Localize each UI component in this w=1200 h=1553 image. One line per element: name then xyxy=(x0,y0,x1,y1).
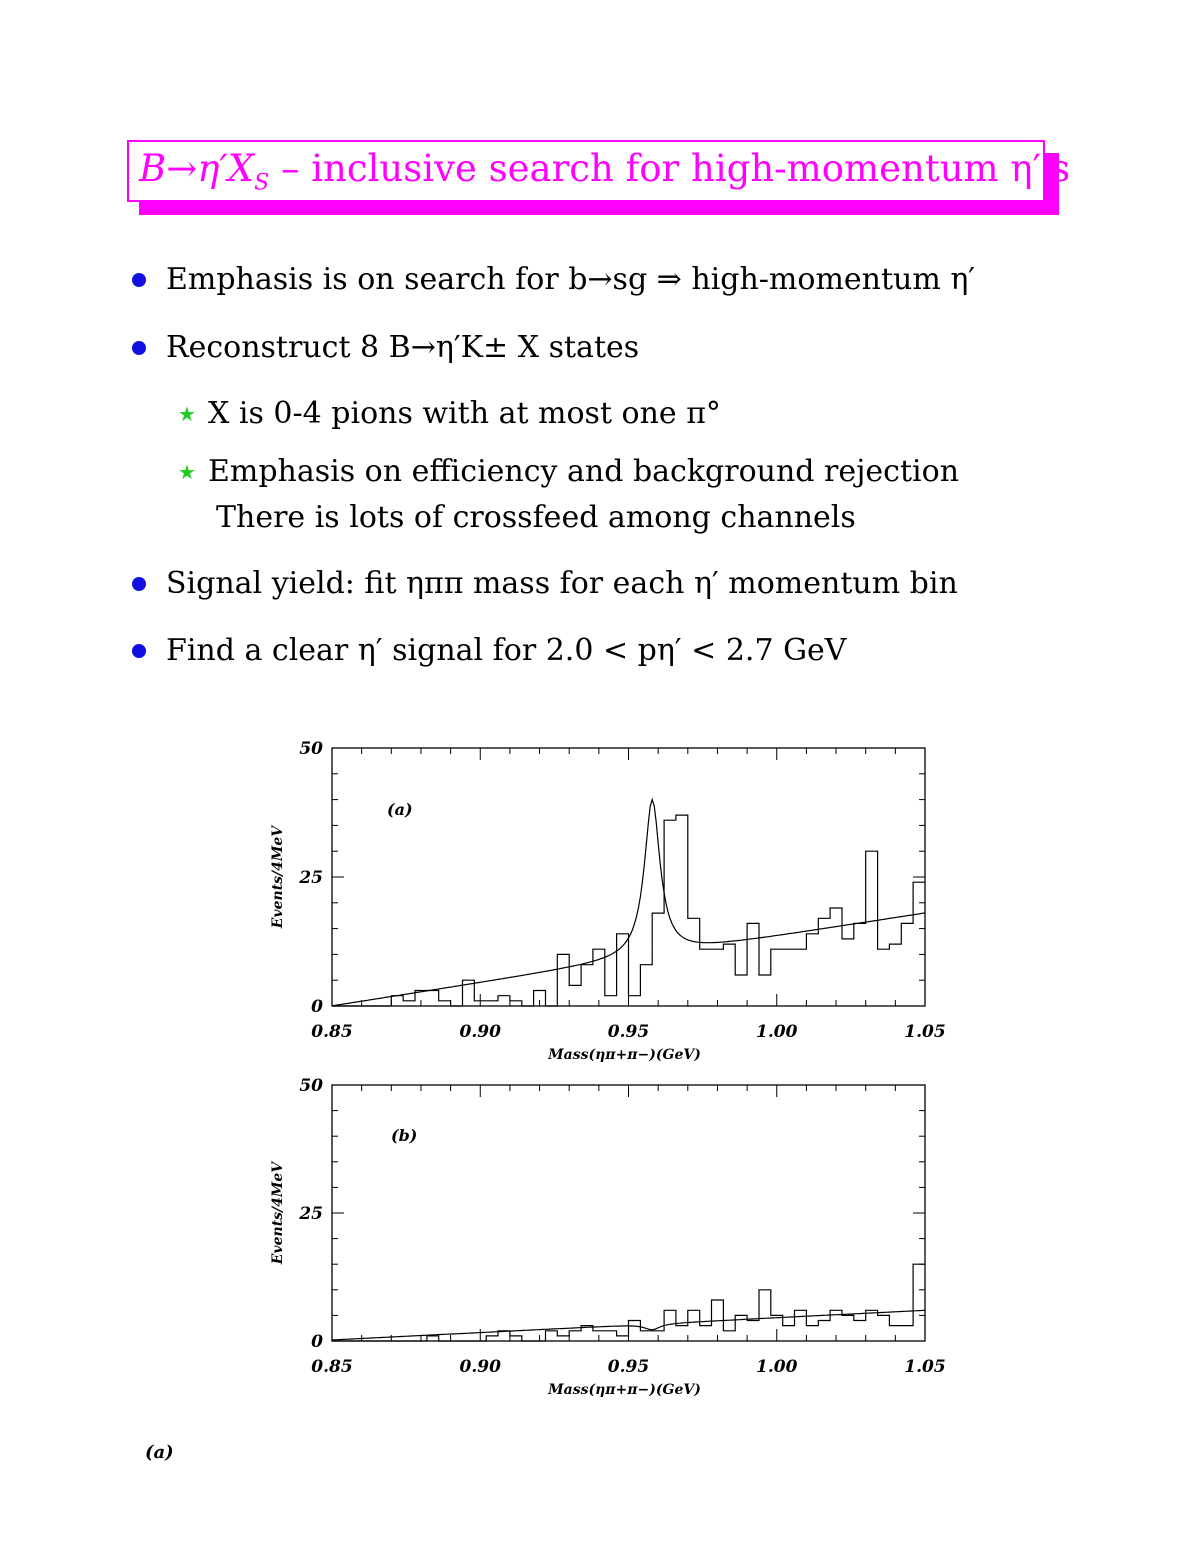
x-axis-label: Mass(ηπ+π−)(GeV) xyxy=(548,1047,701,1063)
sub-bullet-text: Emphasis on efficiency and background rejection xyxy=(208,454,960,489)
x-tick-label: 1.05 xyxy=(904,1022,946,1042)
bullet-text: Reconstruct 8 B→η′K± X states xyxy=(166,330,640,365)
title-subscript: S xyxy=(254,170,270,196)
bullet-text: Signal yield: fit ηππ mass for each η′ momentum bin xyxy=(166,566,958,601)
figure-panel-label: (a) xyxy=(145,1442,174,1463)
title-part2: – inclusive search for high-momentum η′'s xyxy=(269,146,1071,190)
x-tick-label: 0.85 xyxy=(311,1022,353,1042)
title-part1: B→η′X xyxy=(139,146,255,190)
x-tick-label: 0.85 xyxy=(311,1357,353,1377)
y-tick-label: 50 xyxy=(299,1076,323,1096)
panel-label: (b) xyxy=(391,1126,418,1145)
y-axis-label: Events/4MeV xyxy=(270,825,286,929)
x-tick-label: 0.90 xyxy=(459,1022,501,1042)
chart-panel-b xyxy=(270,1076,946,1398)
x-tick-label: 1.00 xyxy=(756,1357,798,1377)
plot-frame xyxy=(332,1085,925,1341)
x-tick-label: 0.95 xyxy=(607,1357,650,1377)
bullet-text: Find a clear η′ signal for 2.0 < pη′ < 2.7 GeV xyxy=(166,633,847,668)
chart-panel-a xyxy=(270,739,946,1063)
y-axis-label: Events/4MeV xyxy=(270,1161,286,1265)
x-axis-label: Mass(ηπ+π−)(GeV) xyxy=(548,1382,701,1398)
sub-bullet-text: There is lots of crossfeed among channels xyxy=(216,500,856,535)
bullet-text: Emphasis is on search for b→sg ⇒ high-momentum η′ xyxy=(166,262,976,297)
histogram-series xyxy=(332,1264,925,1341)
y-tick-label: 0 xyxy=(311,1332,323,1352)
x-tick-label: 0.90 xyxy=(459,1357,501,1377)
star-icon: ★ xyxy=(178,401,196,426)
x-tick-label: 0.95 xyxy=(607,1022,650,1042)
y-tick-label: 25 xyxy=(299,1204,323,1224)
x-tick-label: 1.05 xyxy=(904,1357,946,1377)
x-tick-label: 1.00 xyxy=(756,1022,798,1042)
panel-label: (a) xyxy=(387,800,413,819)
histogram-series xyxy=(332,815,925,1006)
y-tick-label: 0 xyxy=(311,997,323,1017)
sub-bullet-text: X is 0-4 pions with at most one π° xyxy=(208,396,721,431)
y-tick-label: 50 xyxy=(299,739,323,759)
star-icon: ★ xyxy=(178,459,196,484)
y-tick-label: 25 xyxy=(299,868,323,888)
